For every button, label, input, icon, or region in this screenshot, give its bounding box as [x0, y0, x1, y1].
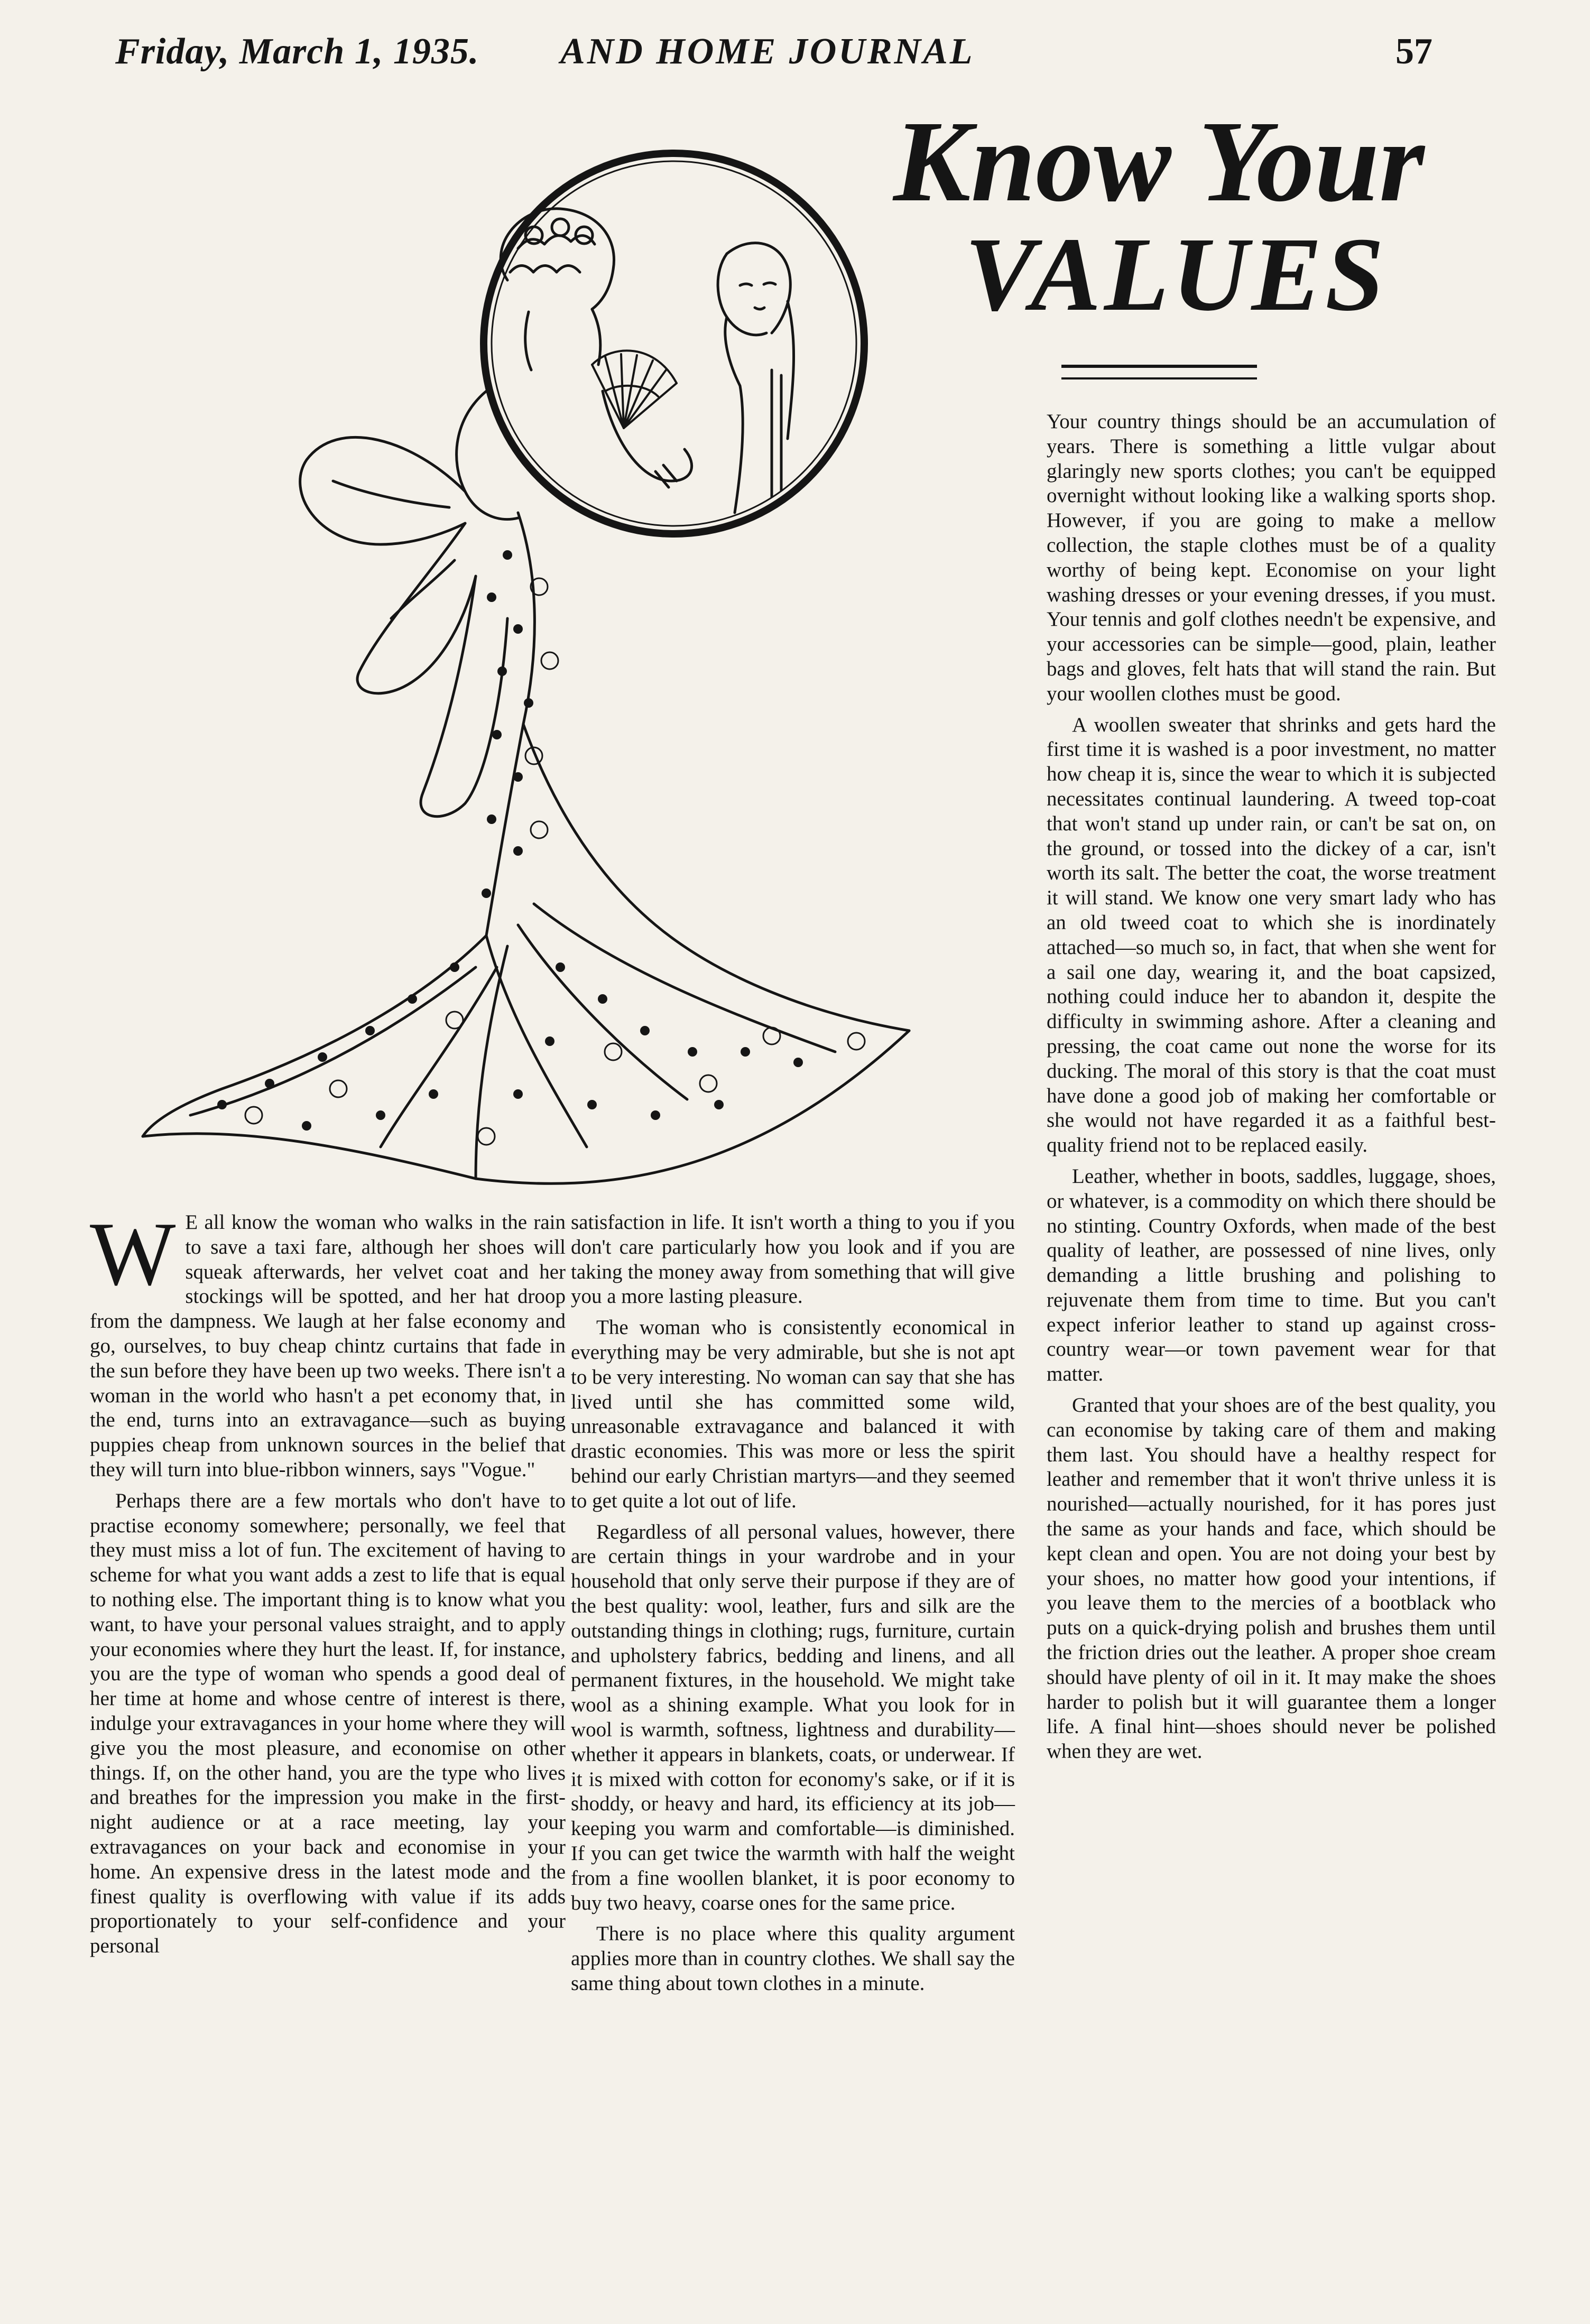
paragraph: A woollen sweater that shrinks and gets hard the first time it is washed is a poor investment, no matter how cheap it is, since the wear to which it is subjected necessitates continual laundering. A tweed top-coat that won't stand up under rain, or can't be sat on, on the ground, or tossed into the dickey of a car, isn't worth its salt. The better the coat, the worse treatment it will stand. We know one very smart lady who has an old tweed coat to which she is inordinately attached—so much so, in fact, that when she went for a sail one day, wearing it, and the boat capsized, nothing could induce her to abandon it, despite the difficulty in swimming ashore. After a cleaning and pressing, the coat came out none the worse for its ducking. The moral of this story is that the coat must have done a good job of making her comfortable or she would not have regarded it as a faithful best-quality friend not to be replaced easily. — [1047, 713, 1496, 1157]
paragraph: The woman who is consistently economical in everything may be very admirable, but she is not apt to be very interesting. No woman can say that she has lived until she has committed some wild, unreasonable extravagance and balanced it with drastic economies. This was more or less the spirit behind our early Christian martyrs—and they seemed to get quite a lot out of life. — [571, 1316, 1015, 1512]
paragraph: satisfaction in life. It isn't worth a thing to you if you don't care particularly how you look and if you are taking the money away from something that will give you a more lasting pleasure. — [571, 1211, 1015, 1308]
bow-icon — [300, 391, 518, 817]
title-underline — [1061, 365, 1257, 379]
issue-date: Friday, March 1, 1935. — [115, 31, 479, 72]
article-column-2 — [571, 1210, 1015, 2003]
publication-name: AND HOME JOURNAL — [560, 31, 975, 72]
page-header — [0, 31, 1590, 89]
page-number: 57 — [1395, 31, 1432, 72]
paragraph: Regardless of all personal values, however, there are certain things in your wardrobe and in your household that only serve their purpose if they are of the best quality: wool, leather, furs and silk are the outstanding things in clothing; rugs, furniture, curtain and upholstery fabrics, bedding and linens, and all permanent fixtures, in the household. We might take wool as a shining example. What you look for in wool is warmth, softness, lightness and durability—whether it appears in blankets, coats, or underwear. If it is mixed with cotton for economy's sake, or if it is shoddy, or heavy and hard, its efficiency at its job—keeping you warm and comfortable—is diminished. If you can get twice the warmth with half the weight from a fine woollen blanket, it is poor economy to buy two heavy, coarse ones for the same price. — [571, 1520, 1015, 1914]
article-column-3 — [1047, 410, 1496, 1771]
fashion-illustration-icon — [85, 143, 994, 1210]
drop-cap: W — [90, 1204, 176, 1304]
title-line-2: VALUES — [965, 216, 1388, 333]
article-column-1 — [90, 1204, 566, 1965]
paragraph: Perhaps there are a few mortals who don't have to practise economy somewhere; personally, we feel that they must miss a lot of fun. The excitement of having to scheme for what you want adds a zest to life that is equal to nothing else. The important thing is to know what you want, to have your personal values straight, and to apply your economies where they hurt the least. If, for instance, you are the type of woman who spends a good deal of her time at home and whose centre of interest is there, indulge your extravagances in your home where they will give you the most pleasure, and economise on other things. If, on the other hand, you are the type who lives and breathes for the impression you make in the first-night audience or at a race meeting, lay your extravagances on your back and economise in your home. An expensive dress in the latest mode and the finest quality is overflowing with value if its adds proportionately to your self-confidence and your personal — [90, 1489, 566, 1958]
title-line-1: Know Your — [893, 97, 1425, 226]
paragraph: Leather, whether in boots, saddles, luggage, shoes, or whatever, is a commodity on which there should be no stinting. Country Oxfords, when made of the best quality of leather, are possessed of nine lives, only demanding a little brushing and polishing to rejuvenate them from time to time. But you can't expect inferior leather to stand up against cross-country wear—or town pavement wear for that matter. — [1047, 1164, 1496, 1386]
fan-icon — [592, 350, 677, 428]
paragraph: There is no place where this quality argument applies more than in country clothes. We shall say the same thing about town clothes in a minute. — [571, 1922, 1015, 1995]
paragraph: Your country things should be an accumulation of years. There is something a little vulgar about glaringly new sports clothes; you can't be equipped overnight without looking like a walking sports shop. However, if you are going to make a mellow collection, the staple clothes must be of a quality worthy of being kept. Economise on your light washing dresses or your evening dresses, if you must. Your tennis and golf clothes needn't be expensive, and your accessories can be simple—good, plain, leather bags and gloves, felt hats that will stand the rain. But your woollen clothes must be good. — [1047, 410, 1496, 705]
paragraph: Granted that your shoes are of the best quality, you can economise by taking care of them and making them last. You should have a healthy respect for leather and remember that it won't thrive unless it is nourished—actually nourished, for it has pores just the same as your hands and face, which should be kept clean and open. You are not doing your best by your shoes, no matter how good your intentions, if you leave them to the mercies of a bootblack who puts on a quick-drying polish and brushes them until the friction dries out the leather. A proper shoe cream should have plenty of oil in it. It may make the shoes harder to polish but it will guarantee them a longer life. A final hint—shoes should never be polished when they are wet. — [1047, 1394, 1496, 1763]
paragraph: W E all know the woman who walks in the rain to save a taxi fare, although her shoes will squeak afterwards, her velvet coat and her stockings will be spotted, and her hat droop from the dampness. We laugh at her false economy and go, ourselves, to buy cheap chintz curtains that fade in the sun before they have been up two weeks. There isn't a woman in the world who hasn't a pet economy that, in the end, turns into an extravagance—such as buying puppies cheap from unknown sources in the belief that they will turn into blue-ribbon winners, says "Vogue." — [90, 1204, 566, 1481]
gown — [143, 513, 909, 1183]
